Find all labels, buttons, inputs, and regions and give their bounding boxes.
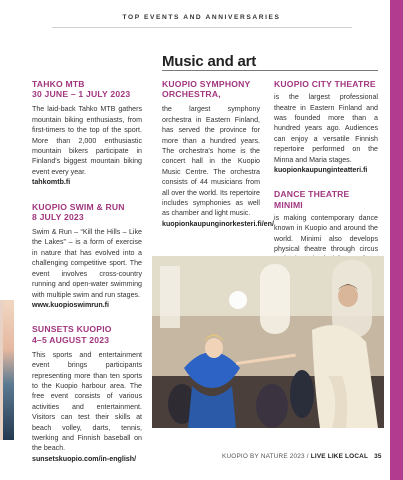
event-description: Swim & Run – “Kill the Hills – Like the Lakes” – is a form of exercise in nature that has evolved into a challenging competitive sport. The event involves cross-country running and open-water swimming with multiple swim and run stages. www.kuopioswimrun.fi bbox=[32, 228, 142, 309]
middle-column bbox=[162, 79, 274, 229]
adjacent-page-photo-strip bbox=[0, 300, 14, 440]
section-divider bbox=[162, 70, 378, 71]
theatre-heading: KUOPIO CITY THEATRE bbox=[274, 79, 376, 89]
dance-heading: DANCE THEATRE MINIMI bbox=[274, 189, 350, 210]
orchestra-heading: KUOPIO SYMPHONY ORCHESTRA, bbox=[162, 79, 251, 100]
page-header: TOP EVENTS AND ANNIVERSARIES bbox=[0, 14, 403, 28]
left-column bbox=[32, 79, 142, 478]
theatre-link[interactable]: kuopionkaupunginteatteri.fi bbox=[274, 166, 368, 175]
ballet-performance-photo bbox=[152, 256, 384, 428]
event-link[interactable]: tahkomtb.fi bbox=[32, 178, 71, 187]
event-sunsets-kuopio bbox=[32, 324, 142, 464]
page-number: 35 bbox=[374, 453, 382, 460]
event-tahko-mtb bbox=[32, 79, 142, 188]
city-theatre bbox=[274, 79, 378, 175]
event-description: This sports and entertainment event brings participants representing more than ten sports to the Kuopio harbour area. The free event consists of various activities and entertainment. Visitors can test their skills at beach volley, darts, tennis, twerking and Finnish baseball on the beach. sunsetskuopio.com/in-english/ bbox=[32, 350, 142, 463]
event-link[interactable]: sunsetskuopio.com/in-english/ bbox=[32, 454, 137, 463]
page-footer: KUOPIO BY NATURE 2023 / LIVE LIKE LOCAL 35 bbox=[222, 453, 382, 460]
dance-description: is making contemporary dance known in Kuopio and around the world. Minimi also develops physical theatre through circus bbox=[274, 213, 378, 286]
magenta-edge-bar bbox=[390, 0, 403, 480]
event-heading: SUNSETS KUOPIO 4–5 AUGUST 2023 bbox=[32, 324, 112, 345]
orchestra-description: the largest symphony orchestra in Eastern Finland, has served the province for more than a hundred years. The orchestra's home is the concert hall in the Kuopio Music Centre. The orchestra consists of 44 musicians from all over the world. Its repertoire includes symphonies as well as chamber and light music. kuopionkaupunginorkesteri.fi/en/ bbox=[162, 105, 274, 228]
event-kuopio-swim-run bbox=[32, 202, 142, 311]
event-description: The laid-back Tahko MTB gathers mountain biking enthusiasts, from first-timers to the top of the sport. More than 2,000 enthusiastic mountain bikers participate in Finland's biggest mountain biking event every year. tahkomtb.fi bbox=[32, 105, 142, 187]
event-link[interactable]: www.kuopioswimrun.fi bbox=[32, 300, 109, 309]
orchestra-link[interactable]: kuopionkaupunginorkesteri.fi/en/ bbox=[162, 219, 274, 228]
photo-illustration bbox=[152, 256, 384, 428]
theatre-description: is the largest professional theatre in Eastern Finland and was founded more than a hundred years ago. Audiences can enjoy a versatile Finnish repertoire performed on the Minna and Maria stages. kuopionkaupunginteatteri.fi bbox=[274, 93, 378, 175]
event-heading: KUOPIO SWIM & RUN 8 JULY 2023 bbox=[32, 201, 125, 222]
event-heading: TAHKO MTB 30 JUNE – 1 JULY 2023 bbox=[32, 79, 131, 100]
section-title: Music and art bbox=[162, 53, 257, 70]
